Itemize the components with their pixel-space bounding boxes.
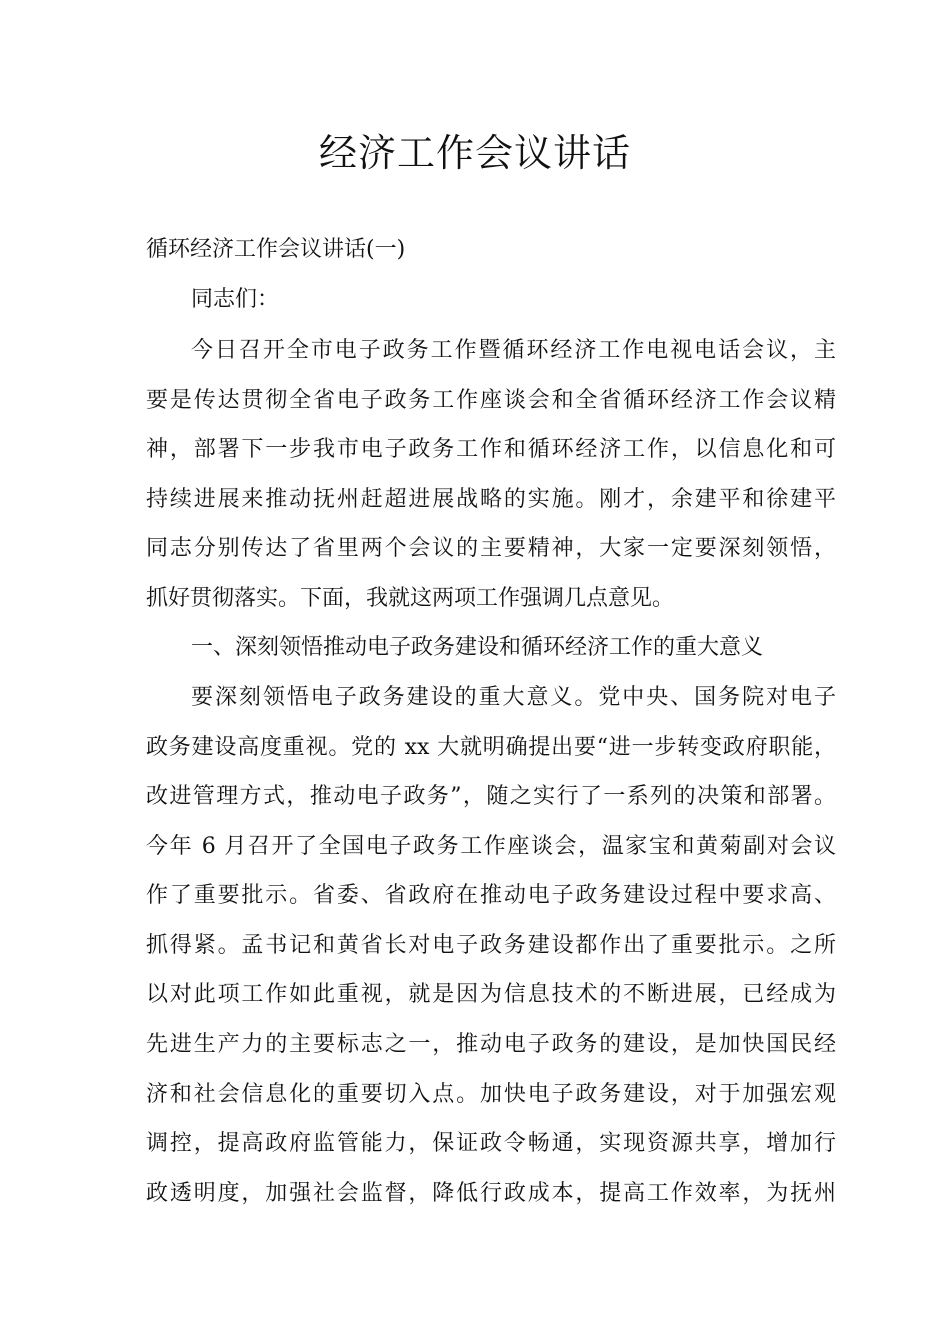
paragraph-line: 济和社会信息化的重要切入点。加快电子政务建设，对于加强宏观 [146,1082,836,1107]
paragraph-line: 政务建设高度重视。党的 xx 大就明确提出要“进一步转变政府职能， [146,735,836,760]
paragraph-line: 先进生产力的主要标志之一，推动电子政务的建设，是加快国民经 [146,1032,836,1057]
paragraph-line: 政透明度，加强社会监督，降低行政成本，提高工作效率，为抚州 [146,1181,836,1206]
paragraph-line: 今日召开全市电子政务工作暨循环经济工作电视电话会议，主 [191,338,836,363]
paragraph-line: 改进管理方式，推动电子政务”，随之实行了一系列的决策和部署。 [146,784,836,809]
paragraph-line: 要深刻领悟电子政务建设的重大意义。党中央、国务院对电子 [191,685,836,710]
salutation: 同志们： [191,287,280,312]
paragraph-line: 同志分别传达了省里两个会议的主要精神，大家一定要深刻领悟， [146,536,836,561]
paragraph-line: 今年 6 月召开了全国电子政务工作座谈会，温家宝和黄菊副对会议 [146,834,836,859]
section-subtitle: 循环经济工作会议讲话(一) [146,237,406,262]
paragraph-line: 持续进展来推动抚州赶超进展战略的实施。刚才，余建平和徐建平 [146,487,836,512]
document-title: 经济工作会议讲话 [318,131,631,175]
paragraph-line: 抓得紧。孟书记和黄省长对电子政务建设都作出了重要批示。之所 [146,933,836,958]
paragraph-line: 作了重要批示。省委、省政府在推动电子政务建设过程中要求高、 [146,883,836,908]
section-heading: 一、深刻领悟推动电子政务建设和循环经济工作的重大意义 [191,635,764,660]
paragraph-line: 要是传达贯彻全省电子政务工作座谈会和全省循环经济工作会议精 [146,388,836,413]
paragraph-line: 神，部署下一步我市电子政务工作和循环经济工作，以信息化和可 [146,437,836,462]
paragraph-line: 调控，提高政府监管能力，保证政令畅通，实现资源共享，增加行 [146,1131,836,1156]
paragraph-line: 抓好贯彻落实。下面，我就这两项工作强调几点意见。 [146,586,675,611]
paragraph-line: 以对此项工作如此重视，就是因为信息技术的不断进展，已经成为 [146,982,836,1007]
